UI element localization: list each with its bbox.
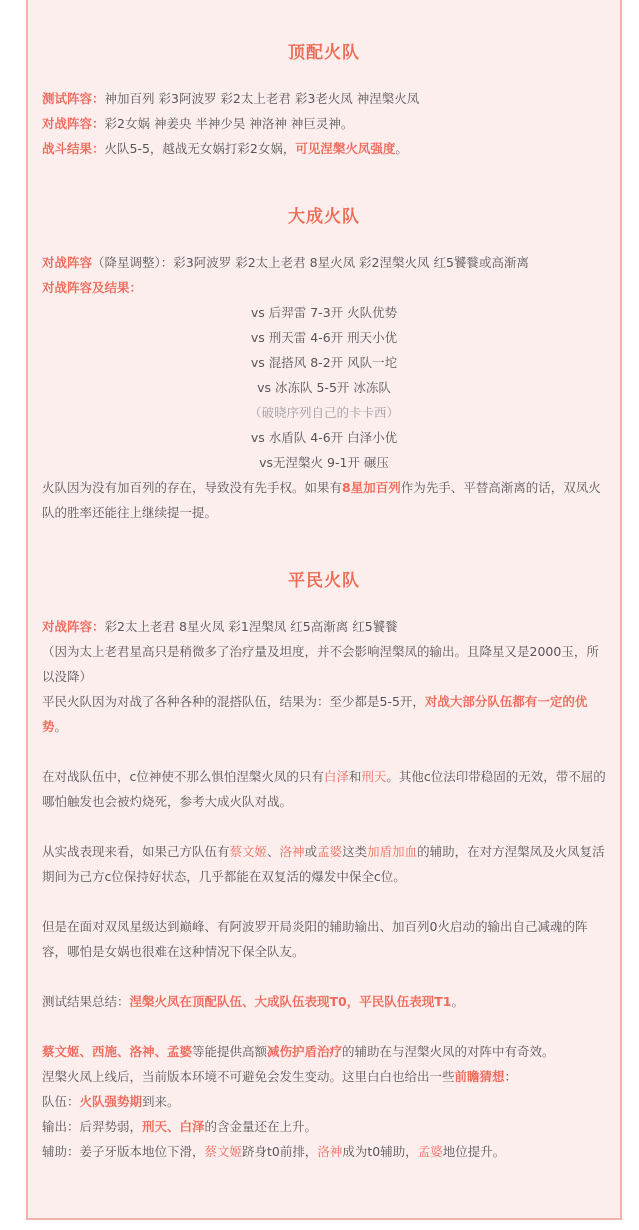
matchup-row: vs无涅槃火 9-1开 碾压	[259, 455, 389, 470]
section-top-tier-body	[42, 86, 606, 161]
matchup-note: （破晓序列自己的卡卡西）	[248, 405, 399, 420]
section-budget-body	[42, 614, 606, 1164]
test-summary: 测试结果总结：涅槃火凤在顶配队伍、大成队伍表现T0，平民队伍表现T1。	[42, 994, 464, 1009]
budget-result: 平民火队因为对战了各种各种的混搭队伍，结果为：至少都是5-5开，对战大部分队伍都有一定的优势。	[42, 694, 588, 734]
matchup-row: vs 水盾队 4-6开 白泽小优	[250, 430, 398, 445]
article-card	[26, 0, 622, 1220]
forecast-output: 输出：后羿势弱，刑天、白泽的含金量还在上升。	[42, 1119, 318, 1134]
results-label: 对战阵容及结果：	[42, 280, 143, 295]
matchup-row: vs 后羿雷 7-3开 火队优势	[250, 305, 398, 320]
matchup-row: vs 冰冻队 5-5开 冰冻队	[257, 380, 391, 395]
paragraph-forecast: 涅槃火凤上线后，当前版本环境不可避免会发生变动。这里白白也给出一些前瞻猜想：	[42, 1069, 518, 1084]
forecast-team: 队伍：火队强势期到来。	[42, 1094, 180, 1109]
mature-conclusion: 火队因为没有加百列的存在，导致没有先手权。如果有8星加百列作为先手、平替高渐离的话，双凤火队的胜率还能往上继续提一提。	[42, 480, 601, 520]
section-mature-body	[42, 250, 606, 525]
section-title-mature: 大成火队	[28, 202, 620, 227]
section-title-budget: 平民火队	[28, 566, 620, 591]
matchup-row: vs 刑天雷 4-6开 刑天小优	[250, 330, 398, 345]
section-title-top-tier: 顶配火队	[28, 38, 620, 63]
budget-note: （因为太上老君星高只是稍微多了治疗量及坦度，并不会影响涅槃凤的输出。且降星又是2000玉，所以没降）	[42, 644, 599, 684]
forecast-support: 辅助：姜子牙版本地位下滑，蔡文姬跻身t0前排，洛神成为t0辅助，孟婆地位提升。	[42, 1144, 506, 1159]
test-lineup: 测试阵容：神加百列 彩3阿波罗 彩2太上老君 彩3老火凤 神涅槃火凤	[42, 91, 420, 106]
budget-lineup: 对战阵容：彩2太上老君 8星火凤 彩1涅槃凤 红5高渐离 红5饕餮	[42, 619, 398, 634]
paragraph-counters: 蔡文姬、西施、洛神、孟婆等能提供高额减伤护盾治疗的辅助在与涅槃火凤的对阵中有奇效。	[42, 1044, 555, 1059]
paragraph-c-position: 在对战队伍中，c位神使不那么惧怕涅槃火凤的只有白泽和刑天。其他c位法印带稳固的无效，带不屈的哪怕触发也会被灼烧死，参考大成火队对战。	[42, 769, 606, 809]
matchup-row: vs 混搭风 8-2开 风队一坨	[250, 355, 398, 370]
battle-result: 战斗结果：火队5-5，越战无女娲打彩2女娲，可见涅槃火凤强度。	[42, 141, 408, 156]
paragraph-support: 从实战表现来看，如果己方队伍有蔡文姬、洛神或孟婆这类加盾加血的辅助，在对方涅槃凤及火凤复活期间为己方c位保持好状态，几乎都能在双复活的爆发中保全c位。	[42, 844, 605, 884]
opponent-lineup: 对战阵容：彩2女娲 神姜央 半神少昊 神洛神 神巨灵神。	[42, 116, 354, 131]
mature-lineup: 对战阵容（降星调整）：彩3阿波罗 彩2太上老君 8星火凤 彩2涅槃火凤 红5饕餮或高渐离	[42, 255, 529, 270]
paragraph-peak: 但是在面对双凤星级达到巅峰、有阿波罗开局炎阳的辅助输出、加百列0火启动的输出自己减魂的阵容，哪怕是女娲也很难在这种情况下保全队友。	[42, 919, 588, 959]
